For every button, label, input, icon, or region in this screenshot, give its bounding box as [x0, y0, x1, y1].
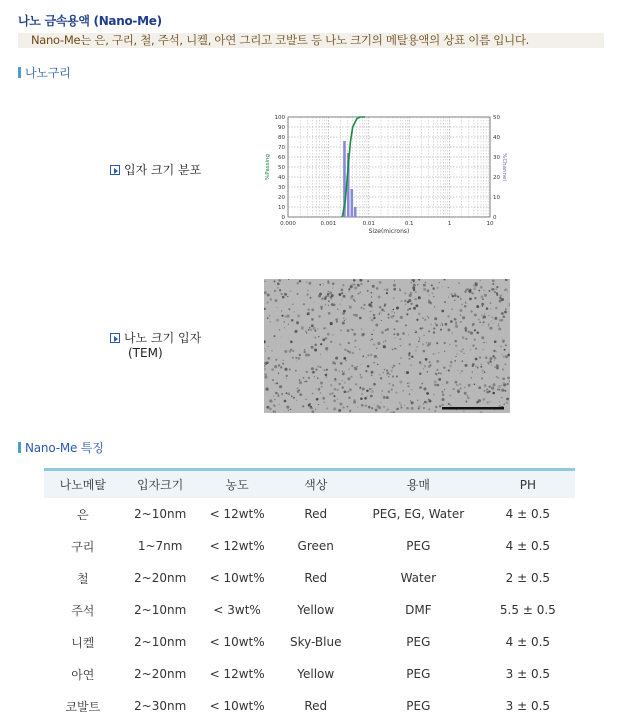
section-heading-copper-label: 나노구리 — [25, 66, 71, 80]
column-header: 입자크기 — [122, 470, 199, 499]
table-cell: 철 — [77, 571, 89, 586]
table-cell: 주석 — [71, 603, 95, 618]
table-cell: < 10wt% — [209, 571, 265, 585]
table-cell: 2~20nm — [134, 667, 187, 681]
x-tick-label: 0.1 — [404, 221, 414, 227]
table-cell: 3 ± 0.5 — [505, 667, 551, 681]
arrow-bullet-icon — [110, 165, 120, 175]
column-header: PH — [481, 470, 575, 499]
table-cell: Yellow — [297, 603, 335, 617]
y-axis-title-right: %Channel — [501, 153, 507, 181]
table-cell: Red — [304, 699, 328, 713]
table-cell: 2~10nm — [134, 635, 187, 649]
table-cell: Water — [400, 571, 437, 585]
table-cell: Red — [304, 571, 328, 585]
y-tick-right: 0 — [493, 215, 497, 221]
table-row — [44, 658, 575, 690]
chart-svg — [262, 110, 507, 240]
channel-bar — [354, 207, 357, 217]
tem-image — [264, 279, 510, 413]
table-cell: < 10wt% — [209, 699, 265, 713]
y-tick-left: 10 — [278, 205, 285, 211]
distribution-label-text: 입자 크기 분포 — [124, 163, 202, 177]
intro-banner: Nano-Me는 은, 구리, 철, 주석, 니켈, 아연 그리고 코발트 등 나노 크기의 메탈용액의 상표 이름 입니다. — [18, 33, 604, 48]
tem-image-svg — [264, 279, 510, 413]
table-row — [44, 690, 575, 722]
x-axis-title: Size(microns) — [368, 228, 410, 235]
table-cell: < 12wt% — [209, 539, 265, 553]
table-cell: Sky-Blue — [289, 635, 342, 649]
y-tick-left: 30 — [278, 185, 285, 191]
table-cell: 2 ± 0.5 — [505, 571, 551, 585]
table-cell: PEG — [406, 539, 431, 553]
y-tick-left: 60 — [278, 155, 285, 161]
table-cell: < 3wt% — [213, 603, 261, 617]
tem-label-line2: (TEM) — [128, 346, 163, 360]
section-marker — [18, 67, 21, 78]
table-cell: PEG — [406, 699, 431, 713]
table-cell: 5.5 ± 0.5 — [499, 603, 556, 617]
table-cell: Yellow — [297, 667, 335, 681]
table-cell: Green — [297, 539, 334, 553]
page-title: 나노 금속용액 (Nano-Me) — [18, 14, 162, 28]
table-row — [44, 594, 575, 626]
column-header: 농도 — [199, 470, 276, 499]
y-tick-left: 20 — [278, 195, 285, 201]
table-cell: < 10wt% — [209, 635, 265, 649]
x-tick-label: 10 — [486, 221, 494, 227]
table-cell: 3 ± 0.5 — [505, 699, 551, 713]
x-tick-label: 0.000 — [280, 221, 296, 227]
table-cell: PEG — [406, 635, 431, 649]
y-tick-right: 40 — [493, 135, 500, 141]
y-tick-right: 50 — [493, 115, 500, 121]
table-cell: Red — [304, 507, 328, 521]
table-cell: 4 ± 0.5 — [505, 507, 551, 521]
arrow-bullet-icon — [110, 333, 120, 343]
section-heading-features-label: Nano-Me 특징 — [25, 441, 104, 455]
table-cell: 은 — [77, 507, 89, 522]
section-heading-copper — [18, 64, 71, 81]
table-row — [44, 530, 575, 562]
y-tick-left: 50 — [278, 165, 285, 171]
x-tick-label: 1 — [447, 221, 452, 227]
tem-particles — [264, 279, 510, 413]
distribution-label — [110, 163, 201, 178]
tem-label-line1: 나노 크기 입자 — [124, 331, 202, 345]
table-header-row — [44, 470, 575, 499]
column-header: 나노메탈 — [44, 470, 122, 499]
x-tick-label: 0.001 — [320, 221, 337, 227]
table-row — [44, 498, 575, 530]
section-heading-features — [18, 439, 104, 456]
table-cell: 2~10nm — [134, 507, 187, 521]
table-cell: 4 ± 0.5 — [505, 539, 551, 553]
tem-label — [110, 331, 201, 361]
y-tick-left: 80 — [278, 135, 285, 141]
table-cell: 2~10nm — [134, 603, 187, 617]
table-body — [44, 498, 575, 722]
table-cell: PEG, EG, Water — [372, 507, 465, 521]
table-cell: 2~20nm — [134, 571, 187, 585]
x-tick-label: 0.01 — [362, 221, 375, 227]
y-tick-left: 40 — [278, 175, 285, 181]
section-marker — [18, 442, 21, 453]
y-tick-left: 100 — [274, 115, 285, 121]
y-tick-right: 20 — [493, 175, 500, 181]
table-cell: 코발트 — [65, 699, 101, 714]
table-cell: DMF — [405, 603, 432, 617]
y-axis-title-left: %Passing — [265, 154, 271, 180]
tem-scale-bar — [442, 407, 504, 410]
table-cell: 2~30nm — [134, 699, 187, 713]
table-cell: 1~7nm — [137, 539, 183, 553]
column-header: 용매 — [356, 470, 481, 499]
table-cell: PEG — [406, 667, 431, 681]
table-row — [44, 562, 575, 594]
channel-bar — [351, 189, 354, 217]
table-cell: < 12wt% — [209, 667, 265, 681]
table-cell: 니켈 — [71, 635, 95, 650]
spec-table — [44, 468, 575, 722]
y-tick-left: 0 — [281, 215, 285, 221]
column-header: 색상 — [276, 470, 356, 499]
y-tick-right: 30 — [493, 155, 500, 161]
y-tick-right: 10 — [493, 195, 500, 201]
table-cell: 4 ± 0.5 — [505, 635, 551, 649]
table-cell: < 12wt% — [209, 507, 265, 521]
y-tick-left: 90 — [278, 125, 285, 131]
particle-size-chart — [262, 110, 507, 240]
table-cell: 아연 — [71, 667, 95, 682]
y-tick-left: 70 — [278, 145, 285, 151]
table-cell: 구리 — [71, 539, 95, 554]
table-row — [44, 626, 575, 658]
